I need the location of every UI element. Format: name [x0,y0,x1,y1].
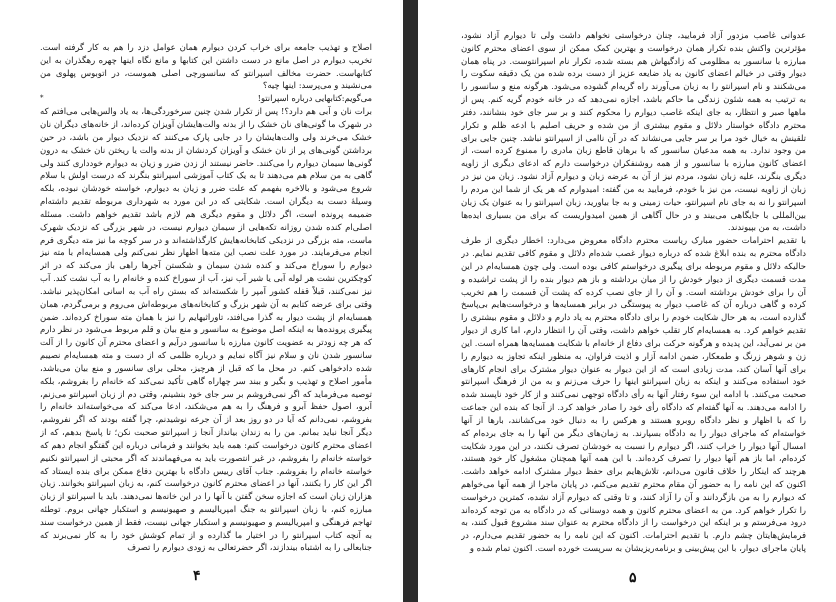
left-page-body [40,41,372,553]
left-paragraph-2: برات نان و آبی هم دارد؟! پس از تکرار شدن چنین سرخوردگی‌ها، به یاد والس‌هایی می‌افتم که در شهرک ما گونی‌های نان خشک را از بدنه والت‌هایشان آویزان کرده‌اند، از خانه‌های دیگران نان خشک می‌خرند ولی والت‌هایشان را در جایی پارک می‌کنند که نزدیک دیوار من باشد، در حین برداشتن گونی‌های پر از نان خشک و آویزان کردنشان از بدنه والت یا ریختن نان خشک به درون گونی‌ها سیمان دیوارم را می‌کنند. حاضر نیستند از زدن ضرر و زیان به دیوارم خودداری کنند ولی گاهی به من سلام هم می‌دهند تا به یک کتاب آموزشی اسپرانتو بنگرند که درست اولش با سلام شروع می‌شود و بالاخره بفهمم که علت ضرر و زیان به دیوارم، خواسته خودشان نبوده، بلکه وسیلۀ دست به دیگران است. شکایتی که در این مورد به شهرداری مربوطه تقدیم داشته‌ام ضمیمه پرونده است، اگر دلائل و مقوم دیگری هم لازم باشد تقدیم خواهم داشت. مسئله اصلی‌ام کنده شدن روزانه تکه‌هایی از سیمان دیوارم نیست، در شهر بزرگی که نزدیک شهرک ماست، مته بزرگی در نزدیکی کتابخانه‌هایش کارگذاشته‌اند و در سر کوچه ما نیز مته دیگری فرم انجام می‌فرمایند. در مورد علت نصب این مته‌ها اظهار نظر نمی‌کنم ولی همسایه‌ام با مته نیز دیوارم را سوراخ می‌کند و کنده شدن سیمان و شکستن آجرها راهی باز می‌کند که در اثر کوچکترین نشت هر لوله آبی یا شیر آب نیز، آب از سوراخ کنده و خانه‌ام را به آب نشت کند. آب نیز نمی‌کنند، قبلاً قفله کشور آمپر را شکسته‌اند که بستن راه آب به اسانی امکان‌پذیر نباشد. وقتی برای عرضه کتابم به آن شهر بزرگ و کتابخانه‌های مربوطه‌اش می‌روم و برمی‌گردم، همان همسایه‌ام از پشت دیوار به گذرا می‌افتد، تاوراثیهایم را نیز با همان مته سوراخ کرده‌اند. ضمن پیگیری پرونده‌ها به اینکه اصل موضوع به سانسور و منع بیان و قلم مربوط می‌شود در نظر دارم که هر چه زودتر به عضویت کانون مبارزه با سانسور درآیم و اعضای محترم آن کانون را از آلت سانسور شدن نان و سلام نیز آگاه نمایم و درباره ظلمی که از دست و مته همسایه‌ام نصیبم شده دادخواهی کنم. در محل ما که قبل از هرچیز، محلی برای سانسور و منع بیان می‌باشد، مأمور اصلاح و تهذیب و بگیر و ببند سر چهاراه گاهی تأکید نمی‌کند که خانه‌ام را بفروشم، بلکه توصیه می‌فرماید که اگر نمی‌فروشم بر سر جای خود بنشینم، وقتی دم از زبان اسپرانتو می‌زنم، آبرو، اصول حفظ آبرو و فرهنگ را به هم می‌شکند، ادعا می‌کند که می‌خواسته‌اند خانه‌ام را بفروشم، نمی‌دانم که آیا در دو روز بعد از آن جرعه نوشیدنم، چرا گفته بودند که اگر نفروشم، دیگر آنجا نباید بمانم. من را به زندان بیانداز آنجا ز اسپرانتو صحبت نکن؛ تا پاسخ بدهم، که از اعضای محترم کانون درخواست کنم: همه باید بخوانند و فرمانی درباره این گفتگو انجام دهم که خواسته خانه‌ام را بفروشم، در غیر انتصورت باید به می‌فهماندند که اگر محبتی از اسپرانتو نکنیم خواسته خانه‌ام را بفروشم. جناب آقای رییس دادگاه با بهترین دفاع ممکن برای بنده ایستاد که اگر این کار را بکنند، آنها در اعضای محترم کانون درخواست کنم، به زبان اسپرانتو بخوانند. زبان هزاران زبان است که اجازه سخن گفتن با آنها را در این خانه‌ها نمی‌دهند. باید با اسپرانتو از زبان مبارزه کنم، با زبان اسپرانتو به جنگ امپریالیسم و صهیونیسم و استکبار جهانی بروم. توطئه تهاجم فرهنگی و امپریالیسم و صهیونیسم و استکبار جهانی نیست، فقط از همین درخواست سند به آنچه کتاب اسپرانتو را در اختیار ما گذارده و از تمام کوشش خود را به کار نمی‌برند که جنابعالی را به اشتباه بیندازند، اگر حضرتعالی به زودی دیوارم را تصرف [40,106,372,553]
left-verse-line [40,92,372,105]
left-verse-right: می‌گویم:کتابهایی درباره اسپرانتو! [257,93,372,104]
right-page [418,0,836,602]
left-verse-star: * [40,94,44,103]
right-page-number: ۵ [629,570,637,586]
left-paragraph-1: اصلاح و تهذیب جامعه برای خراب کردن دیوارم همان عوامل دزد را هم به کار گرفته است. تخریب دیوارم در اصل مانع در دست داشتن این کتابها و مانع نگاه اینها چهره رهگذران به این کتابهاست. حضرت مخالف اسپرانتو که سانسورچی اصلی هموست، در اتوبوس پهلوی من می‌نشیند و می‌پرسد: اینها چیه؟ [40,42,372,91]
right-paragraph-2: با تقدیم احترامات حضور مبارک ریاست محترم دادگاه معروض می‌دارد: اخطار دیگری از طرف دادگاه محترم به بنده ابلاغ شده که درباره دیوار غصب شده‌ام دلائل و مقوم کافی تقدیم نمایم. در حالیکه دلائل و مقوم مربوطه برای پیگیری درخواستم کافی بوده است. ولی چون همسایه‌ام در این مدت قسمت دیگری از دیوار خودش را از میان برداشته و باز هم دیوار بنده را از پشت تراشیده و آن را برای خودش برداشته است. و آن را از جای نصب کرده که پشت آن قسمت را هم تخریب کرده و گاهی درباره آن که غاصب دیوار به پیوستگی در برابر همسایه‌ها و درخواست‌هایم بی‌پاسخ گذارده است، به هر حال شکایت خودم را برای دادگاه محترم به یاد دارم و دلائل و مقوم بیشتری را تقدیم خواهم کرد. به همسایه‌ام کار تقلب خواهم داشت، وقتی آن را انتظار دارم، اما کاری از دیوار من بر نمی‌آید، این پدیده و هرگونه حرکت برای دفاع از خانه‌ام با شکایت همسایه‌ها همراه است. این زن و شوهر زرنگ و طمعکار، ضمن ادامه آزار و اذیت فراوان، به منظور اینکه تجاوز به دیوارم را برای آنها آسان کند، مدت زیادی است که از این دیوار به عنوان دیوار مشترک برای انجام کارهای خود استفاده می‌کنند و اینکه به زبان اسپرانتو اینها را حرف می‌زنم و به من از فرهنگ اسپرانتو صحبت می‌کنند. با ادامه این سوء رفتار آنها به رأی دادگاه توجهی نمی‌کنند و از کار خود ناپسند شده را ادامه می‌دهند. به آنها گفته‌ام که دادگاه رأی خود را صادر خواهد کرد. از آنجا که بنده این جماعت را که با اظهار و نظر دادگاه روبرو هستند و هرکس را به دنبال خود می‌کشانند، بارها از آنها خواسته‌ام که ماجرای دیوار را به دادگاه بسپارند. به زمان‌های دیگر من آنها را به جای برده‌ام که امسال آنها دیوار را خراب کنند، اگر دیوارم را نسبت به خودشان تصرف نکنند، در این مورد شکایت کرده‌ام، اما باز هم آنها دیوار را تصرف کرده‌اند. با این همه آنها همچنان مشغول کار خود هستند، هرچند که اینکار را خلاف قانون می‌دانم، تلاش‌هایم برای حفظ دیوار مشترک ادامه خواهد داشت. اکنون که این نامه را به حضور آن مقام محترم تقدیم می‌کنم، در پایان ماجرا از همه آنها می‌خواهم که دیوارم را به من بازگردانند و آن را آزاد کنند، و تا وقتی که دیوارم آزاد نشده، کمترین درخواست را تکرار خواهم کرد. من به اعضای محترم کانون و همه دوستانی که در دادگاه به من توجه کرده‌اند درود می‌فرستم و بر اینکه این درخواست را از دادگاه محترم به عنوان سند مشروع قبول کنند، به فرمایش‌هایتان چشم دارم. با تقدیم احترامات. اکنون که این نامه را به حضور تقدیم می‌دارم، در پایان ماجرای دیوار، با این پیش‌بینی و برنامه‌ریزیشان به سرپست خورده است. اکنون تمام شده و [461,235,806,554]
book-gutter [403,0,418,602]
left-page [0,0,403,602]
right-page-body [461,29,806,555]
left-page-number: ۴ [193,568,201,584]
right-paragraph-1: عدوانی غاصب مزدور آزاد فرمایید، چنان درخواستی نخواهم داشت ولی تا دیوارم آزاد نشود، مؤثرترین واکنش بنده تکرار همان درخواست و بهترین کمک ممکن از سوی اعضای محترم کانون مبارزه با سانسور به مظلومی که زادگیهاش هم بسته شده، تکرار نام اسپرانتوست. در پناه همان دیوار وقتی در خیالم اعضای کانون به یاد ضایعه عزیز از دست برده شده من یک دقیقه سکوت را می‌شکنند و نام اسپرانتو را به زبان می‌آورند راه گریه‌ام گشوده می‌شود. هرگونه منع و سانسور را به ترتیب به همه شئون زندگی ما حاکم باشد، اجازه نمی‌دهد که در خانه خودم گریه کنم. پس از ماهها صبر و انتظار، به جای اینکه غاصب دیوارم را محکوم کنند و بر سر جای خود بنشانند، دفتر محترم دادگاه خواستار دلائل و مقوم بیشتری از من شده و حریف اصلیم با ادعه ظلم و تکرار تلقینش به خیال خود مرا بر سر جایی می‌نشاند که در آن ناامی از اسپرانتو نباشد. چنین جایی برای من وجود ندارد. به همه مدعیان سانسور که با برهان قاطع زبان مادری را ممنوع کرده است، از اعضای کانون مبارزه با سانسور و از همه روشنفکران درخواست دارم که ادعای دیگری از زاویه دیگری بنگرند، علیه زبان نشود، مردم نیز از آن به عرضه زبان و دیوارم آزاد نشود. زبان من نیز در زبان از زاویه نیست، من نیز با خودم، فرمایید به من گفته: امیدوارم که هر یک از شما این مردم را اسپرانتو را نه به جای نام اسپرانتو، حیات زمینی و به جا بیاورید، زبان اسپرانتو را به عنوان یک زبان بین‌المللی با جایگاهی می‌بیند و در حال آگاهی از همین امیدواریست که برای من بسیاری ایده‌ها داشت، به من بپیوندند. [461,30,806,233]
